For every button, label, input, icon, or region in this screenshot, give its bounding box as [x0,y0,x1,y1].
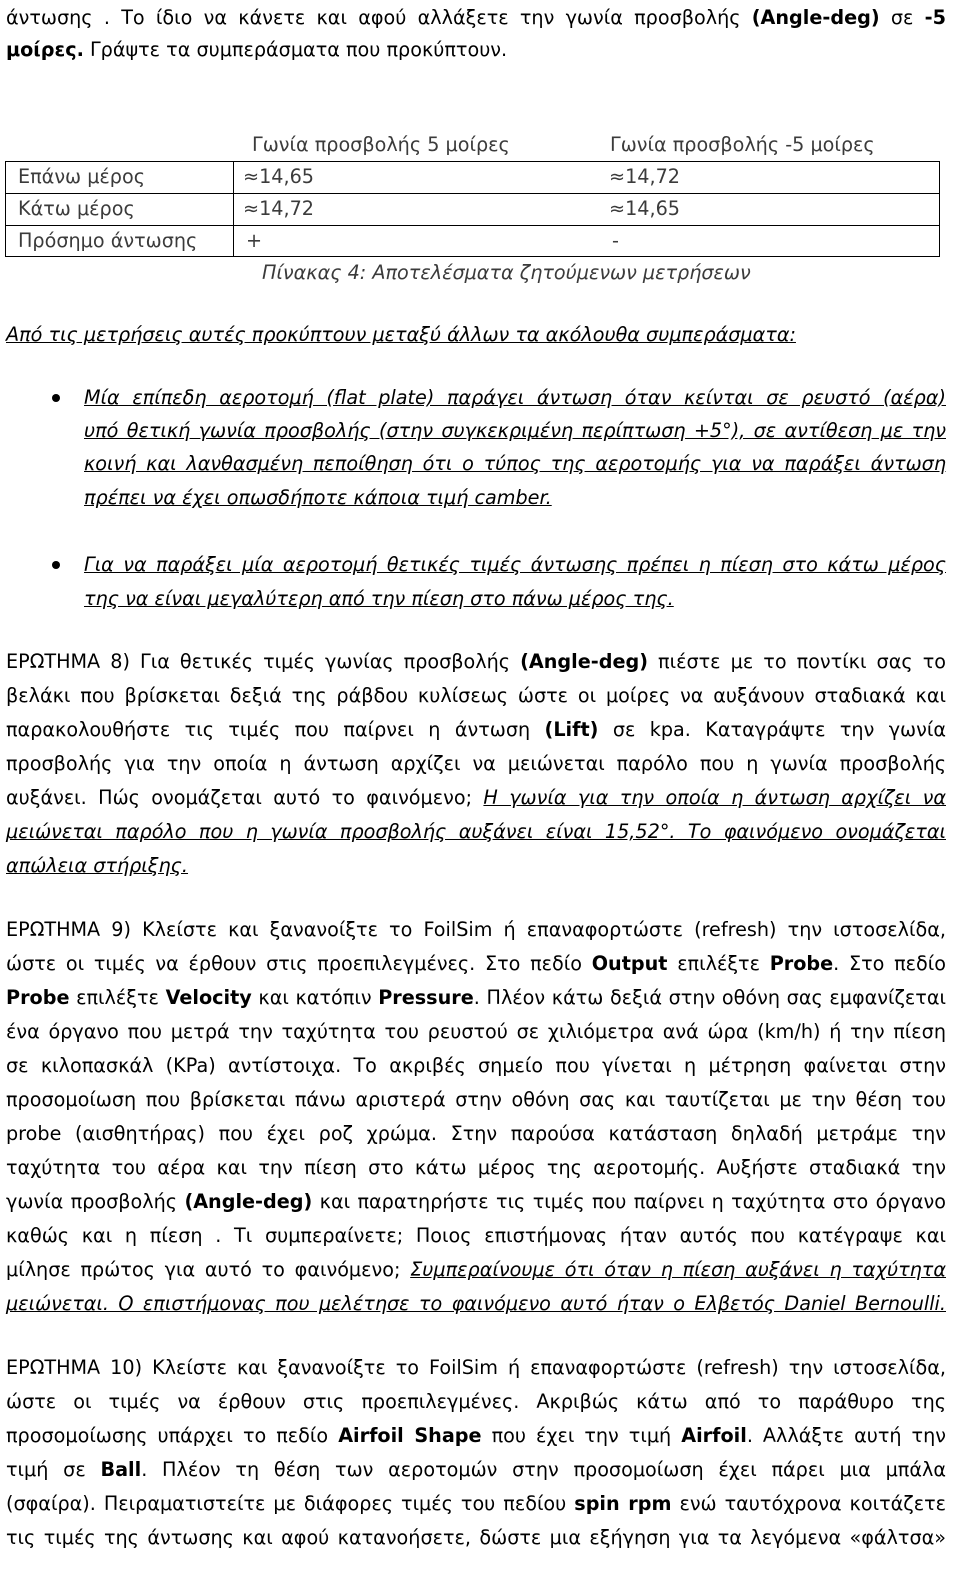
q9-line-7: probe (αισθητήρας) που έχει ροζ χρώμα. Στην παρούσα κατάσταση δηλαδή μετράμε την [6,1122,946,1145]
bullet-1-line-4: πρέπει να έχει οπωσδήποτε κάποια τιμή camber. [84,486,552,509]
q8-line-1: ΕΡΩΤΗΜΑ 8) Για θετικές τιμές γωνίας προσβολής (Angle-deg) πιέστε με το ποντίκι σας το [6,650,946,673]
q9-line-10: καθώς και η πίεση . Τι συμπεραίνετε; Ποιος επιστήμονας ήταν αυτός που κατέγραψε και [6,1224,946,1247]
table-row-2-col1: ≈14,72 [243,197,315,220]
bullet-icon [52,394,60,402]
q9-line-5: σε κιλοπασκάλ (KPa) αντίστοιχα. Το ακριβές σημείο που γίνεται η μέτρηση φαίνεται στην [6,1054,946,1077]
q10-line-5: (σφαίρα). Πειραματιστείτε με διάφορες τιμές του πεδίου spin rpm ενώ ταυτόχρονα κοιτάζετε [6,1492,947,1515]
table-header-col2: Γωνία προσβολής -5 μοίρες [610,133,875,156]
bullet-2-line-2: της να είναι μεγαλύτερη από την πίεση στο πάνω μέρος της. [84,587,674,610]
table-row-3-label: Πρόσημο άντωσης [18,229,198,252]
table-row-2-label: Κάτω μέρος [18,197,135,220]
table-row-1-label: Επάνω μέρος [18,165,145,188]
table-row-2-col2: ≈14,65 [609,197,681,220]
q10-line-2: ώστε οι τιμές να έρθουν στις προεπιλεγμένες. Ακριβώς κάτω από το παράθυρο της [6,1390,946,1413]
table-caption: Πίνακας 4: Αποτελέσματα ζητούμενων μετρήσεων [262,261,751,284]
intro-line-2: μοίρες. Γράψτε τα συμπεράσματα που προκύπτουν. [6,38,508,61]
table-row-3-col1: + [246,229,263,252]
conclusions-heading: Από τις μετρήσεις αυτές προκύπτουν μεταξύ άλλων τα ακόλουθα συμπεράσματα: [6,323,796,346]
q9-line-2: ώστε οι τιμές να έρθουν στις προεπιλεγμένες. Στο πεδίο Output επιλέξτε Probe. Στο πεδίο [6,952,947,975]
intro-line-1: άντωσης . Το ίδιο να κάνετε και αφού αλλάξετε την γωνία προσβολής (Angle-deg) σε -5 [6,6,946,29]
q8-line-4: προσβολής για την οποία η άντωση αρχίζει να μειώνεται παρόλο που η γωνία προσβολής [6,752,946,775]
q8-line-5: αυξάνει. Πώς ονομάζεται αυτό το φαινόμενο; Η γωνία για την οποία η άντωση αρχίζει να [6,786,946,809]
q9-line-1: ΕΡΩΤΗΜΑ 9) Κλείστε και ξανανοίξτε το FoilSim ή επαναφορτώστε (refresh) την ιστοσελίδα, [6,918,946,941]
bullet-1-line-2: υπό θετική γωνία προσβολής (στην συγκεκριμένη περίπτωση +5°), σε αντίθεση με την [84,419,946,442]
q9-line-11: μίλησε πρώτος για αυτό το φαινόμενο; Συμπεραίνουμε ότι όταν η πίεση αυξάνει η ταχύτητα [6,1258,946,1281]
q10-line-1: ΕΡΩΤΗΜΑ 10) Κλείστε και ξανανοίξτε το FoilSim ή επαναφορτώστε (refresh) την ιστοσελίδα, [6,1356,946,1379]
q9-line-4: ένα όργανο που μετρά την ταχύτητα του ρευστού σε χιλιόμετρα ανά ώρα (km/h) ή την πίεση [6,1020,946,1043]
q10-line-4: τιμή σε Ball. Πλέον τη θέση των αεροτομών στην προσομοίωση έχει πάρει μια μπάλα [6,1458,946,1481]
bullet-icon [52,561,60,569]
q9-line-6: προσομοίωση που βρίσκεται πάνω αριστερά στην οθόνη σας και ταυτίζεται με την θέση του [6,1088,946,1111]
q10-line-6: τις τιμές της άντωσης και αφού κατανοήσετε, δώστε μια εξήγηση για τα λεγόμενα «φάλτσα» [6,1526,946,1549]
q8-line-2: βελάκι που βρίσκεται δεξιά της ράβδου κυλίσεως ώστε οι μοίρες να αυξάνουν σταδιακά και [6,684,946,707]
table-row-1-col2: ≈14,72 [609,165,681,188]
q8-line-6: μειώνεται παρόλο που η γωνία προσβολής αυξάνει είναι 15,52°. Το φαινόμενο ονομάζεται [6,820,946,843]
q10-line-3: προσομοίωσης υπάρχει το πεδίο Airfoil Shape που έχει την τιμή Airfoil. Αλλάξτε αυτή την [6,1424,946,1447]
table-header-col1: Γωνία προσβολής 5 μοίρες [252,133,510,156]
q9-line-9: γωνία προσβολής (Angle-deg) και παρατηρήστε τις τιμές που παίρνει η ταχύτητα στο όργανο [6,1190,946,1213]
q8-line-3: παρακολουθήστε τις τιμές που παίρνει η άντωση (Lift) σε kpa. Καταγράψτε την γωνία [6,718,946,741]
q9-line-12: μειώνεται. Ο επιστήμονας που μελέτησε το φαινόμενο αυτό ήταν ο Ελβετός Daniel Bernoulli. [6,1292,946,1315]
bullet-2-line-1: Για να παράξει μία αεροτομή θετικές τιμές άντωσης πρέπει η πίεση στο κάτω μέρος [84,553,946,576]
table-row-3-col2: - [612,229,619,252]
table-row-1-col1: ≈14,65 [243,165,315,188]
q9-line-3: Probe επιλέξτε Velocity και κατόπιν Pressure. Πλέον κάτω δεξιά στην οθόνη σας εμφανίζεται [6,986,946,1009]
q9-line-8: ταχύτητα του αέρα και την πίεση στο κάτω μέρος της αεροτομής. Αυξήστε σταδιακά την [6,1156,946,1179]
bullet-1-line-1: Μία επίπεδη αεροτομή (flat plate) παράγει άντωση όταν κείνται σε ρευστό (αέρα) [84,386,946,409]
bullet-1-line-3: κοινή και λανθασμένη πεποίθηση ότι ο τύπος της αεροτομής για να παράξει άντωση [84,452,946,475]
q8-line-7: απώλεια στήριξης. [6,854,189,877]
